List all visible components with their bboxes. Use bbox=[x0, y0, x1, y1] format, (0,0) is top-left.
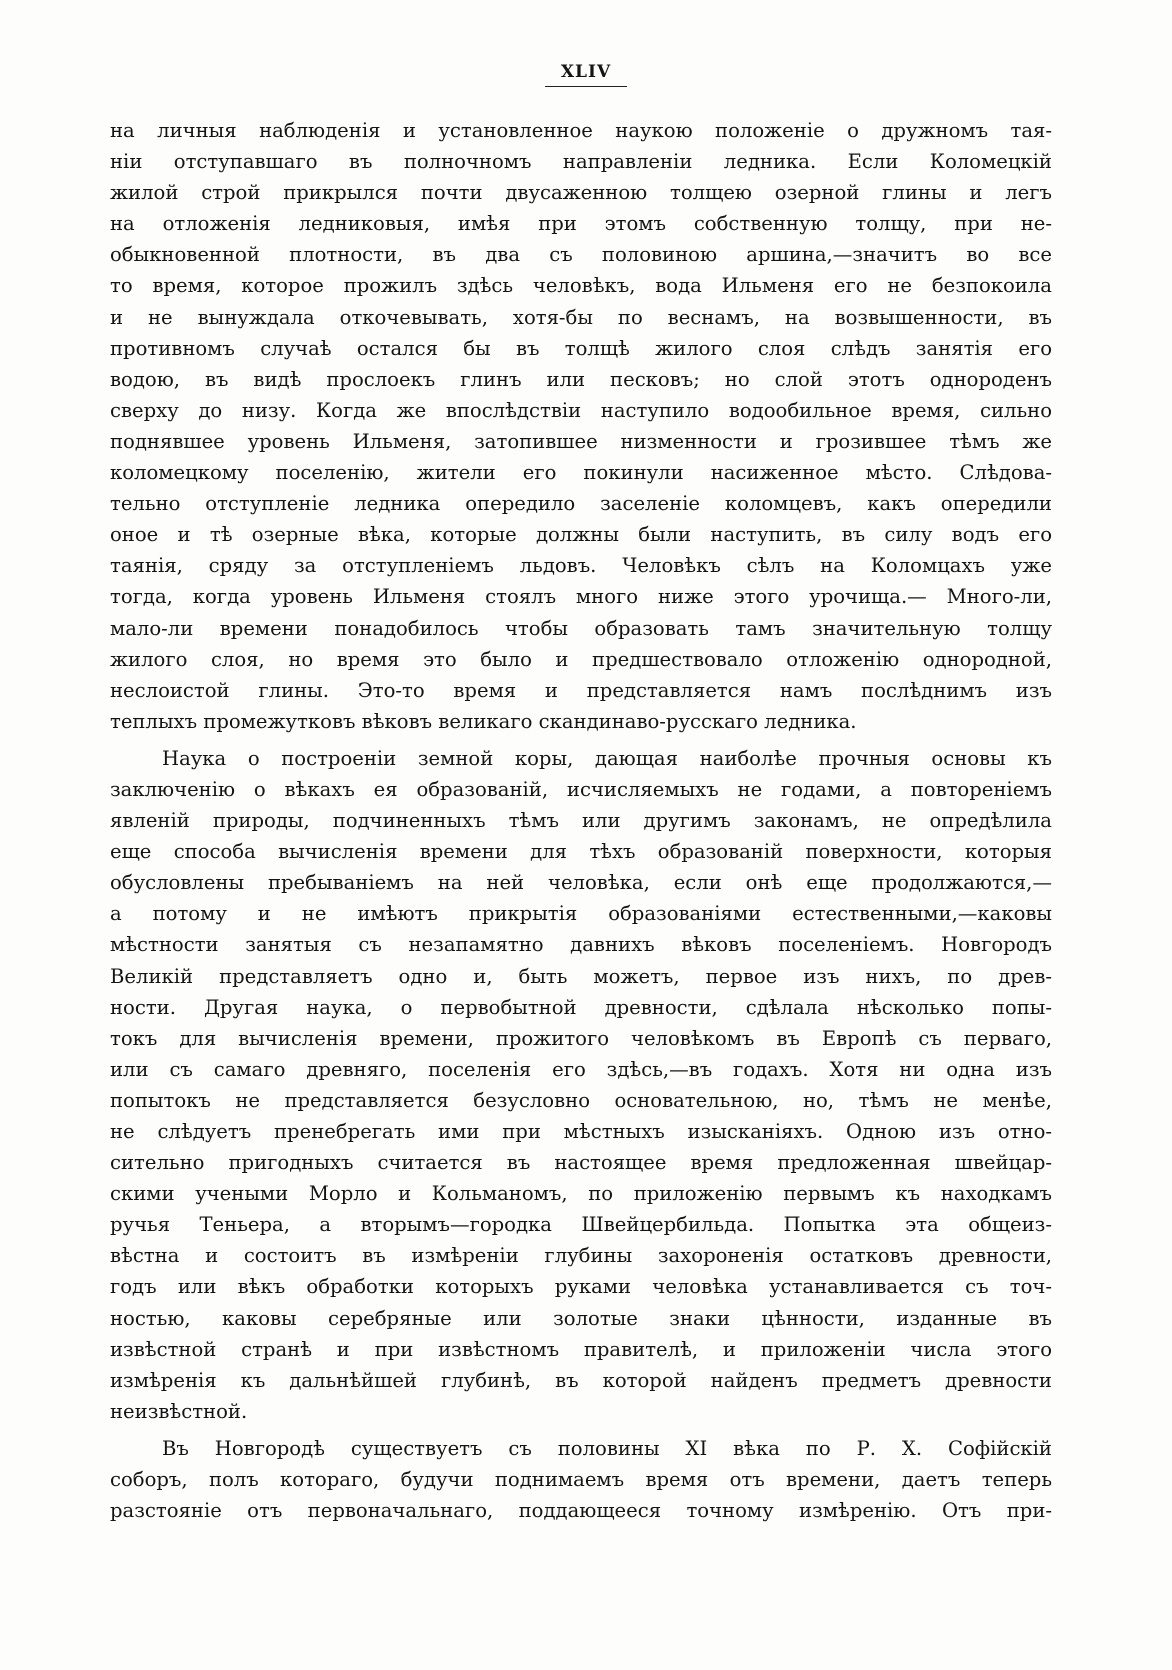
text-line: ностью, каковы серебряные или золотые знаки цѣнности, изданные въ bbox=[110, 1306, 1052, 1330]
text-line: оное и тѣ озерные вѣка, которые должны были наступить, въ силу водъ его bbox=[110, 523, 1052, 547]
text-line: извѣстной странѣ и при извѣстномъ правителѣ, и приложеніи числа этого bbox=[110, 1337, 1052, 1361]
text-line: поднявшее уровень Ильменя, затопившее низменности и грозившее тѣмъ же bbox=[110, 429, 1052, 453]
text-line: еще способа вычисленія времени для тѣхъ образованій поверхности, которыя bbox=[110, 840, 1052, 864]
text-line: измѣренія къ дальнѣйшей глубинѣ, въ которой найденъ предметъ древности bbox=[110, 1368, 1052, 1392]
text-line: противномъ случаѣ остался бы въ толщѣ жилого слоя слѣдъ занятія его bbox=[110, 336, 1052, 360]
text-line: водою, въ видѣ прослоекъ глинъ или песковъ; но слой этотъ однороденъ bbox=[110, 367, 1052, 391]
text-line: обусловлены пребываніемъ на ней человѣка, если онѣ еще продолжаются,— bbox=[110, 871, 1052, 895]
text-line: Наука о построеніи земной коры, дающая наиболѣе прочныя основы къ bbox=[162, 746, 1052, 770]
text-line: Въ Новгородѣ существуетъ съ половины XI вѣка по Р. Х. Софійскій bbox=[162, 1436, 1052, 1460]
text-line: годъ или вѣкъ обработки которыхъ руками человѣка устанавливается съ точ- bbox=[110, 1275, 1052, 1299]
text-line: таянія, сряду за отступленіемъ льдовъ. Человѣкъ сѣлъ на Коломцахъ уже bbox=[110, 554, 1052, 578]
paragraph-2 bbox=[110, 743, 1052, 1427]
text-line: скими учеными Морло и Кольманомъ, по приложенію первымъ къ находкамъ bbox=[110, 1182, 1052, 1206]
text-line: токъ для вычисленія времени, прожитого человѣкомъ въ Европѣ съ перваго, bbox=[110, 1026, 1052, 1050]
text-line: на личныя наблюденія и установленное наукою положеніе о дружномъ тая- bbox=[110, 119, 1052, 142]
page-number: XLIV bbox=[545, 62, 627, 87]
paragraph-1 bbox=[110, 115, 1052, 737]
page-header bbox=[0, 62, 1172, 87]
text-line: заключенію о вѣкахъ ея образованій, исчисляемыхъ не годами, а повтореніемъ bbox=[110, 777, 1052, 801]
text-line: а потому и не имѣютъ прикрытія образованіями естественными,—каковы bbox=[110, 902, 1052, 926]
text-line: Великій представляетъ одно и, быть можетъ, первое изъ нихъ, по древ- bbox=[110, 964, 1052, 988]
text-line: теплыхъ промежутковъ вѣковъ великаго скандинаво-русскаго ледника. bbox=[110, 709, 857, 733]
text-line: попытокъ не представляется безусловно основательною, но, тѣмъ не менѣе, bbox=[110, 1088, 1052, 1112]
text-line: жилой строй прикрылся почти двусаженною толщею озерной глины и легъ bbox=[110, 181, 1052, 205]
text-line: то время, которое прожилъ здѣсь человѣкъ, вода Ильменя его не безпокоила bbox=[110, 274, 1052, 298]
text-line: неслоистой глины. Это-то время и представляется намъ послѣднимъ изъ bbox=[110, 678, 1052, 702]
text-line: ніи отступавшаго въ полночномъ направленіи ледника. Если Коломецкій bbox=[110, 150, 1052, 174]
text-body bbox=[110, 115, 1052, 1526]
text-line: ности. Другая наука, о первобытной древности, сдѣлала нѣсколько попы- bbox=[110, 995, 1052, 1019]
text-line: мѣстности занятыя съ незапамятно давнихъ вѣковъ поселеніемъ. Новгородъ bbox=[110, 933, 1052, 957]
text-line: ручья Теньера, а вторымъ—городка Швейцербильда. Попытка эта общеиз- bbox=[110, 1213, 1052, 1237]
text-line: неизвѣстной. bbox=[110, 1399, 248, 1423]
text-line: тогда, когда уровень Ильменя стоялъ много ниже этого урочища.— Много-ли, bbox=[110, 585, 1052, 609]
text-line: сверху до низу. Когда же впослѣдствіи наступило водообильное время, сильно bbox=[110, 398, 1052, 422]
text-line: или съ самаго древняго, поселенія его здѣсь,—въ годахъ. Хотя ни одна изъ bbox=[110, 1057, 1052, 1081]
text-line: вѣстна и состоитъ въ измѣреніи глубины захороненія остатковъ древности, bbox=[110, 1244, 1052, 1268]
text-line: не слѣдуетъ пренебрегать ими при мѣстныхъ изысканіяхъ. Одною изъ отно- bbox=[110, 1120, 1052, 1143]
text-line: жилого слоя, но время это было и предшествовало отложенію однородной, bbox=[110, 647, 1052, 671]
paragraph-3 bbox=[110, 1433, 1052, 1526]
text-line: разстояніе отъ первоначальнаго, поддающееся точному измѣренію. Отъ при- bbox=[110, 1499, 1052, 1523]
text-line: соборъ, полъ котораго, будучи поднимаемъ время отъ времени, даетъ теперь bbox=[110, 1468, 1052, 1492]
text-line: мало-ли времени понадобилось чтобы образовать тамъ значительную толщу bbox=[110, 616, 1052, 640]
text-line: коломецкому поселенію, жители его покинули насиженное мѣсто. Слѣдова- bbox=[110, 461, 1052, 485]
text-line: на отложенія ледниковыя, имѣя при этомъ собственную толщу, при не- bbox=[110, 212, 1052, 236]
text-line: тельно отступленіе ледника опередило заселеніе коломцевъ, какъ опередили bbox=[110, 492, 1052, 516]
text-line: сительно пригодныхъ считается въ настоящее время предложенная швейцар- bbox=[110, 1151, 1052, 1175]
text-line: обыкновенной плотности, въ два съ половиною аршина,—значитъ во все bbox=[110, 243, 1052, 267]
text-line: явленій природы, подчиненныхъ тѣмъ или другимъ законамъ, не опредѣлила bbox=[110, 809, 1052, 833]
text-line: и не вынуждала откочевывать, хотя-бы по веснамъ, на возвышенности, въ bbox=[110, 305, 1052, 329]
